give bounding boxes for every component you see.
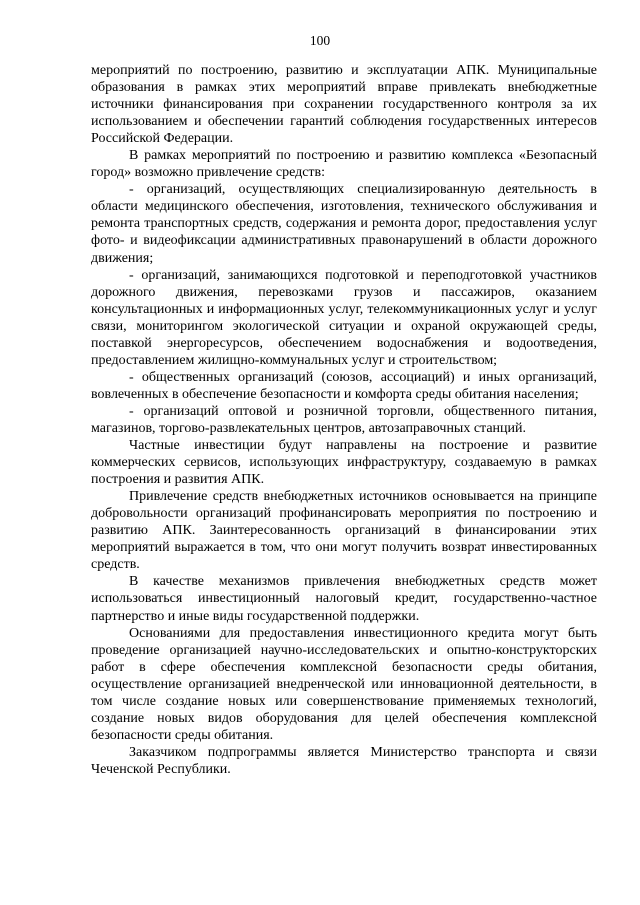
list-item-specialized-organizations: - организаций, осуществляющих специализированную деятельность в области медицинского обеспечения, изготовления, технического обслуживания и ремонта транспортных средств, содержания и ремонта дорог, предоставления услуг фото- и видеофиксации административных правонарушений в области дорожного движения; <box>91 182 597 266</box>
paragraph-voluntary-principle: Привлечение средств внебюджетных источников основывается на принципе добровольности организаций профинансировать мероприятия по построению и развитию АПК. Заинтересованность организаций в финансировании этих мероприятий выражается в том, что они могут получить возврат инвестированных средств. <box>91 489 597 573</box>
paragraph-investment-credit-grounds: Основаниями для предоставления инвестиционного кредита могут быть проведение организацией научно-исследовательских и опытно-конструкторских работ в сфере обеспечения комплексной безопасности среды обитания, осуществление организацией внедренческой или инновационной деятельности, в том числе создание новых или совершенствование применяемых технологий, создание новых видов оборудования для целей обеспечения комплексной безопасности среды обитания. <box>91 625 597 743</box>
list-item-training-transport-organizations: - организаций, занимающихся подготовкой и переподготовкой участников дорожного движения, перевозками грузов и пассажиров, оказанием консультационных и информационных услуг, телекоммуникационных услуг и услуг связи, мониторингом экологической ситуации и охраной окружающей среды, поставкой энергоресурсов, обеспечением водоснабжения и водоотведения, предоставлением жилищно-коммунальных услуг и строительством; <box>91 267 597 368</box>
page-number: 100 <box>309 33 331 48</box>
paragraph-funding-sources-intro: В рамках мероприятий по построению и развитию комплекса «Безопасный город» возможно привлечение средств: <box>91 148 597 181</box>
document-body <box>91 62 597 778</box>
list-item-public-organizations: - общественных организаций (союзов, ассоциаций) и иных организаций, вовлеченных в обеспечение безопасности и комфорта среды обитания населения; <box>91 369 597 402</box>
paragraph-program-customer: Заказчиком подпрограммы является Министерство транспорта и связи Чеченской Республики. <box>91 744 597 777</box>
paragraph-private-investments: Частные инвестиции будут направлены на построение и развитие коммерческих сервисов, использующих инфраструктуру, создаваемую в рамках построения и развития АПК. <box>91 438 597 488</box>
paragraph-continuation: мероприятий по построению, развитию и эксплуатации АПК. Муниципальные образования в рамках этих мероприятий вправе привлекать внебюджетные источники финансирования при сохранении государственного контроля за их использованием и обеспечении гарантий соблюдения государственных интересов Российской Федерации. <box>91 63 597 147</box>
list-item-trade-organizations: - организаций оптовой и розничной торговли, общественного питания, магазинов, торгово-развлекательных центров, автозаправочных станций. <box>91 403 597 436</box>
paragraph-funding-mechanisms: В качестве механизмов привлечения внебюджетных средств может использоваться инвестиционный налоговый кредит, государственно-частное партнерство и иные виды государственной поддержки. <box>91 574 597 624</box>
